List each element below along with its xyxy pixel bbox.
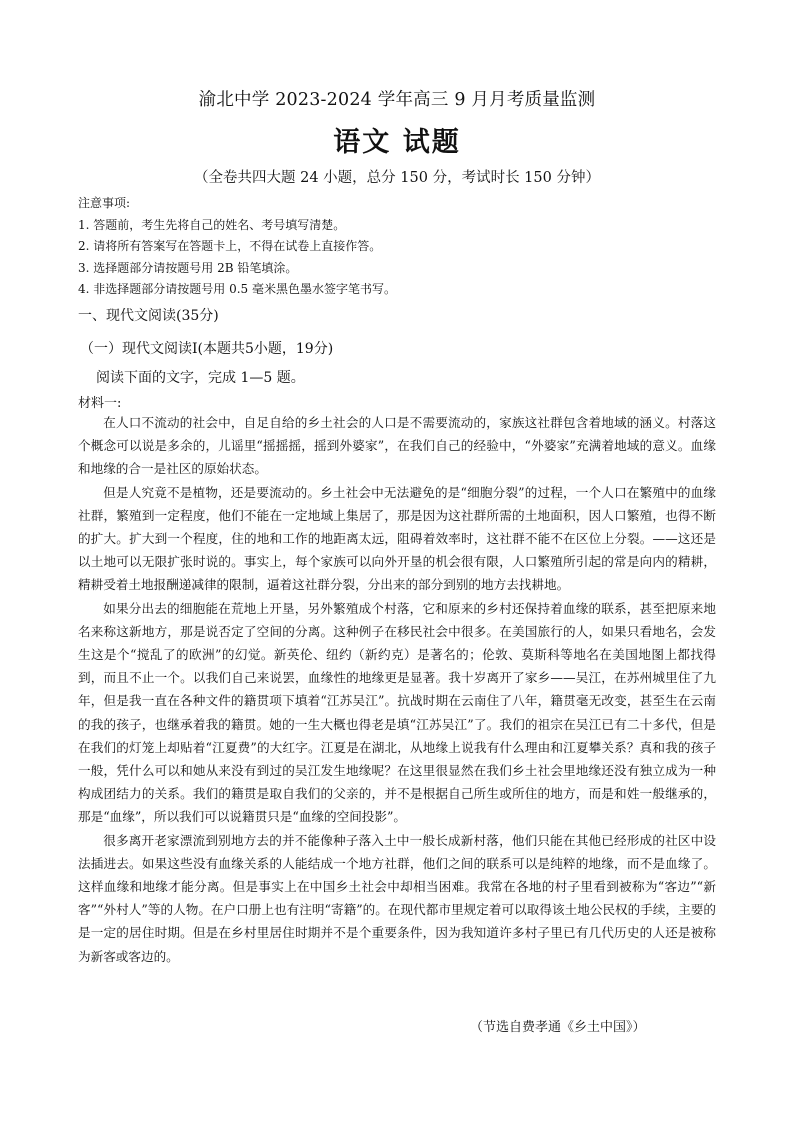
source-citation: （节选自费孝通《乡土中国》） (470, 1020, 646, 1035)
subject-title: 语文 试题 (333, 127, 461, 158)
note-item: 1. 答题前，考生先将自己的姓名、考号填写清楚。 (78, 217, 346, 232)
note-item: 4. 非选择题部分请按题号用 0.5 毫米黑色墨水签字笔书写。 (78, 282, 396, 296)
material-label: 材料一: (78, 396, 122, 411)
section-title: 一、现代文阅读(35分) (78, 308, 219, 324)
subsection-title: （一）现代文阅读Ⅰ(本题共5小题，19分) (80, 341, 334, 357)
notes-block (78, 193, 738, 301)
exam-info: （全卷共四大题 24 小题，总分 150 分，考试时长 150 分钟） (194, 170, 600, 186)
note-item: 2. 请将所有答案写在答题卡上，不得在试卷上直接作答。 (78, 239, 382, 253)
notes-heading: 注意事项: (78, 196, 131, 210)
paragraph: 很多离开老家漂流到别地方去的并不能像种子落入土中一般长成新村落，他们只能在其他已经形成的社区中设法插进去。如果这些没有血缘关系的人能结成一个地方社群，他们之间的联系可以是纯粹的地缘，而不是血缘了。这样血缘和地缘才能分离。但是事实上在中国乡土社会中却相当困难。我常在各地的村子里看到被称为“客边”“新客”“外村人”等的人物。在户口册上也有注明“寄籍”的。在现代都市里规定着可以取得该土地公民权的手续，主要的是一定的居住时期。但是在乡村里居住时期并不是个重要条件，因为我知道许多村子里已有几代历史的人还是被称为新客或客边的。 (78, 832, 716, 964)
paragraph: 在人口不流动的社会中，自足自给的乡土社会的人口是不需要流动的，家族这社群包含着地域的涵义。村落这个概念可以说是多余的，儿谣里“摇摇摇，摇到外婆家”，在我们自己的经验中，“外婆家”充满着地域的意义。血缘和地缘的合一是社区的原始状态。 (78, 415, 716, 477)
paragraph: 但是人究竟不是植物，还是要流动的。乡土社会中无法避免的是“细胞分裂”的过程，一个人口在繁殖中的血缘社群，繁殖到一定程度，他们不能在一定地域上集居了，那是因为这社群所需的土地面积，因人口繁殖，也得不断的扩大。扩大到一个程度，住的地和工作的地距离太远，阻碍着效率时，这社群不能不在区位上分裂。——这还是以土地可以无限扩张时说的。事实上，每个家族可以向外开垦的机会很有限，人口繁殖所引起的常是向内的精耕，精耕受着土地报酬递减律的限制，逼着这社群分裂，分出来的部分到别的地方去找耕地。 (78, 484, 716, 593)
note-item: 3. 选择题部分请按题号用 2B 铅笔填涂。 (78, 260, 298, 275)
material-text (78, 411, 716, 968)
reading-instruction: 阅读下面的文字，完成 1—5 题。 (96, 370, 305, 386)
exam-title: 渝北中学 2023-2024 学年高三 9 月月考质量监测 (198, 90, 596, 110)
paragraph: 如果分出去的细胞能在荒地上开垦，另外繁殖成个村落，它和原来的乡村还保持着血缘的联系，甚至把原来地名来称这新地方，那是说否定了空间的分离。这种例子在移民社会中很多。在美国旅行的人，如果只看地名，会发生这是个“搅乱了的欧洲”的幻觉。新英伦、纽约（新约克）是著名的；伦敦、莫斯科等地名在美国地图上都找得到，而且不止一个。以我们自己来说罢，血缘性的地缘更是显著。我十岁离开了家乡——吴江，在苏州城里住了九年，但是我一直在各种文件的籍贯项下填着“江苏吴江”。抗战时期在云南住了八年，籍贯毫无改变，甚至生在云南的我的孩子，也继承着我的籍贯。她的一生大概也得老是填“江苏吴江”了。我们的祖宗在吴江已有二十多代，但是在我们的灯笼上却贴着“江夏费”的大红字。江夏是在湖北，从地缘上说我有什么理由和江夏攀关系？真和我的孩子一般，凭什么可以和她从来没有到过的吴江发生地缘呢？在这里很显然在我们乡土社会里地缘还没有独立成为一种构成团结力的关系。我们的籍贯是取自我们的父亲的，并不是根据自己所生或所住的地方，而是和姓一般继承的，那是“血缘”，所以我们可以说籍贯只是“血缘的空间投影”。 (78, 600, 716, 825)
